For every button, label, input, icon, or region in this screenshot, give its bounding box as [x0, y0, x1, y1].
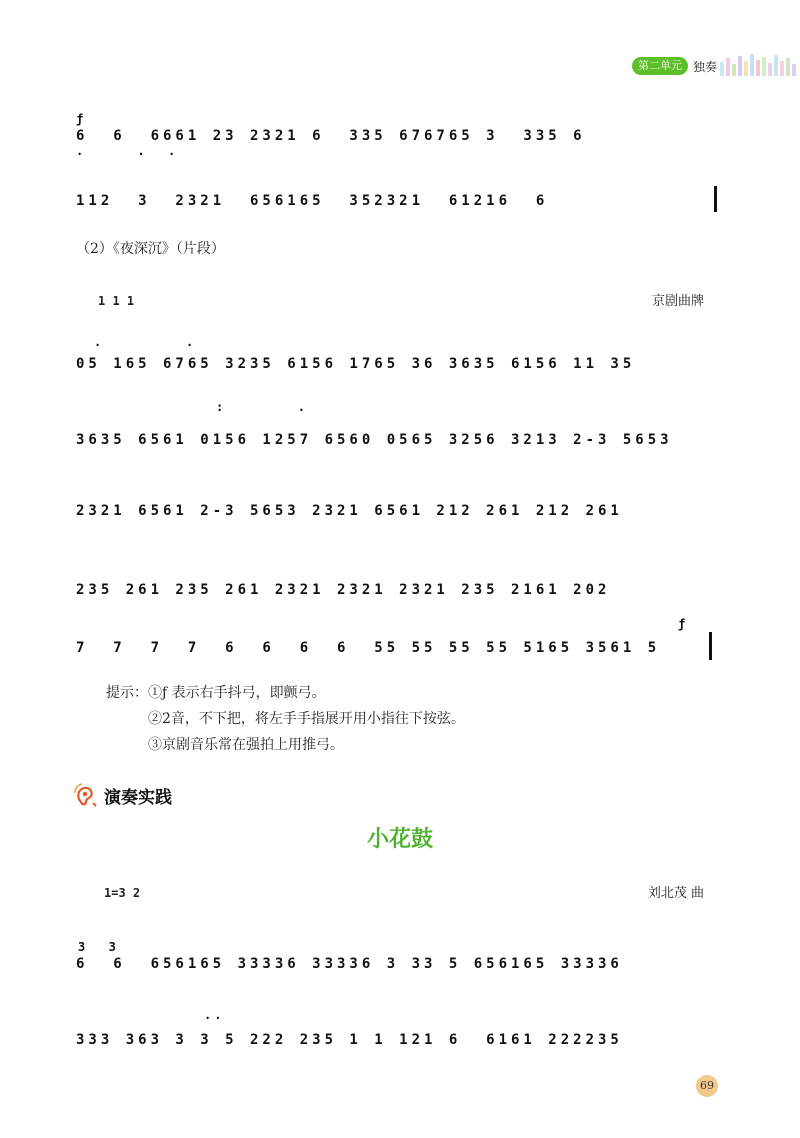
tips-label: 提示： [106, 685, 148, 701]
score-line: 2321 6561 2-3 5653 2321 6561 212 261 212 261 [76, 503, 623, 519]
score-line: 05 165 6765 3235 6156 1765 36 3635 6156 11 35 [76, 356, 636, 372]
ornament-marks: ƒ [678, 617, 689, 631]
octave-dots: . . . [76, 144, 179, 158]
practice-header [72, 782, 172, 808]
unit-badge: 第二单元 [632, 57, 688, 75]
unit-title: 独奏 [693, 59, 718, 74]
score-line: 6 6 6661 23 2321 6 335 676765 3 335 6 [76, 128, 586, 144]
score-line: 112 3 2321 656165 352321 61216 6 [76, 193, 549, 209]
octave-dots: 3 3 [78, 940, 119, 954]
song-title: 小花鼓 [366, 827, 433, 852]
section-title: （2）《夜深沉》（片段） [76, 241, 225, 257]
octave-dots: : . [216, 400, 309, 414]
ear-sound-icon [72, 782, 98, 808]
tip-item: ③京剧音乐常在强拍上用推弓。 [148, 737, 344, 753]
performance-tips [106, 680, 465, 758]
end-barline [709, 632, 712, 660]
score-line: 6 6 656165 33336 33336 3 33 5 656165 33336 [76, 956, 623, 972]
unit-header [632, 57, 717, 75]
time-signature: 1 1 1 [98, 294, 135, 308]
score-line: 3635 6561 0156 1257 6560 0565 3256 3213 2-3 5653 [76, 432, 673, 448]
octave-dots: .. [204, 1008, 225, 1022]
page-number: 69 [696, 1075, 718, 1097]
ornament-marks: ƒ [76, 112, 87, 126]
composer-credit: 京剧曲牌 [651, 294, 704, 309]
tip-item: 提示：①ƒ 表示右手抖弓，即颤弓。 [106, 685, 326, 701]
score-line: 235 261 235 261 2321 2321 2321 235 2161 202 [76, 582, 611, 598]
header-decoration [720, 52, 800, 76]
end-barline [714, 186, 717, 212]
octave-dots: . . [94, 335, 197, 349]
time-signature: 1=3 2 [104, 886, 141, 900]
score-line: 7 7 7 7 6 6 6 6 55 55 55 55 5165 3561 5 [76, 640, 661, 656]
composer-credit: 刘北茂 曲 [647, 886, 704, 901]
practice-label: 演奏实践 [104, 787, 172, 807]
score-line: 333 363 3 3 5 222 235 1 1 121 6 6161 222235 [76, 1032, 623, 1048]
tip-item: ②2̇音，不下把，将左手手指展开用小指往下按弦。 [148, 711, 465, 727]
